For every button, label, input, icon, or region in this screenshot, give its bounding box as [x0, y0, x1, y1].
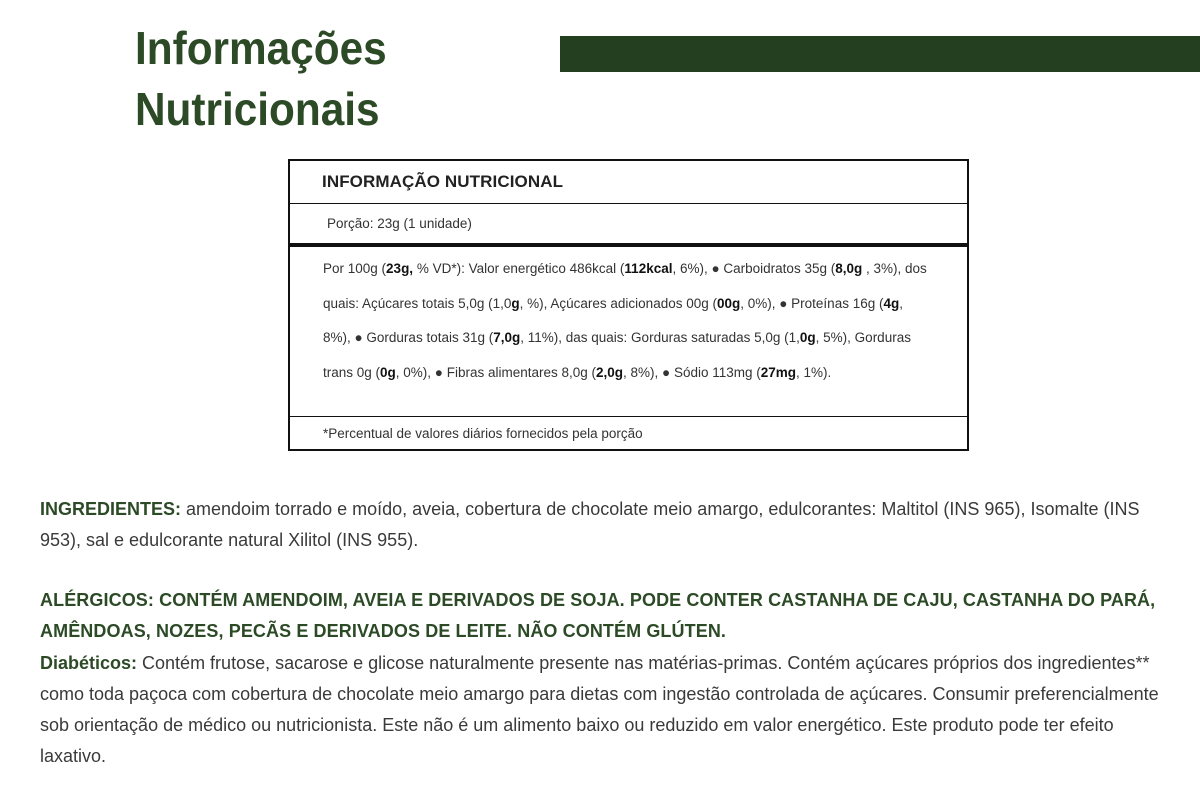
- nutrition-table-heading: INFORMAÇÃO NUTRICIONAL: [290, 161, 967, 204]
- nutrition-text-segment: , 1%).: [796, 364, 832, 380]
- title-line-2: Nutricionais: [135, 83, 380, 135]
- nutrition-text-segment: , %), Açúcares adicionados 00g (: [519, 295, 717, 311]
- nutrition-text-segment: % VD*): Valor energético 486kcal (: [413, 261, 625, 276]
- ingredients-label: INGREDIENTES:: [40, 499, 182, 519]
- nutrition-text-segment: , 11%), das quais: Gorduras saturadas 5,0g (1,: [520, 330, 800, 345]
- nutrition-text-segment: 23g,: [386, 261, 414, 276]
- nutrition-text-segment: 2,0g: [596, 364, 624, 380]
- nutrition-text-segment: , 0%), ● Proteínas 16g (: [740, 295, 884, 311]
- diabetics-label: Diabéticos:: [40, 653, 138, 673]
- nutrition-portion: Porção: 23g (1 unidade): [290, 204, 967, 247]
- diabetics-paragraph: [40, 648, 1160, 772]
- nutrition-facts-table: [288, 159, 969, 451]
- nutrition-text-segment: Por 100g (: [323, 261, 387, 276]
- nutrition-values-text: [290, 247, 967, 417]
- nutrition-text-segment: 8,0g: [835, 261, 863, 276]
- title-line-1: Informações: [135, 22, 387, 74]
- nutrition-text-segment: , 0%), ● Fibras alimentares 8,0g (: [395, 364, 597, 380]
- nutrition-text-segment: , 8%), ● Gorduras totais 31g (: [323, 295, 904, 345]
- nutrition-text-segment: 00g: [716, 295, 741, 311]
- nutrition-text-segment: , 8%), ● Sódio 113mg (: [623, 364, 761, 380]
- nutrition-text-segment: 27mg: [760, 364, 797, 380]
- nutrition-text-segment: , 5%), Gorduras trans 0g (: [323, 330, 911, 380]
- nutrition-text-segment: , 6%), ● Carboidratos 35g (: [672, 261, 836, 276]
- allergens-warning: ALÉRGICOS: CONTÉM AMENDOIM, AVEIA E DERIVADOS DE SOJA. PODE CONTER CASTANHA DE CAJU, CASTANHA DO PARÁ, AMÊNDOAS, NOZES, PECÃS E DERIVADOS DE LEITE. NÃO CONTÉM GLÚTEN.: [40, 590, 1156, 641]
- nutrition-text-segment: 7,0g: [493, 330, 521, 345]
- nutrition-text-segment: 0g: [380, 364, 396, 380]
- nutrition-text-segment: 112kcal: [624, 261, 673, 276]
- ingredients-paragraph: [40, 494, 1160, 556]
- page-title: [135, 18, 387, 140]
- nutrition-text-segment: , 3%), dos quais: Açúcares totais 5,0g (1,0: [323, 261, 927, 311]
- nutrition-text-segment: 4g: [883, 295, 900, 311]
- ingredients-text: amendoim torrado e moído, aveia, cobertura de chocolate meio amargo, edulcorantes: Maltitol (INS 965), Isomalte (INS 953), sal e edulcorante natural Xilitol (INS 955).: [40, 499, 1140, 550]
- nutrition-footnote: *Percentual de valores diários fornecidos pela porção: [323, 425, 643, 441]
- diabetics-text: Contém frutose, sacarose e glicose naturalmente presente nas matérias-primas. Contém açúcares próprios dos ingredientes** como toda paçoca com cobertura de chocolate meio amargo para dietas com ingestão controlada de açúcares. Consumir preferencialmente sob orientação de médico ou nutricionista. Este não é um alimento baixo ou reduzido em valor energético. Este produto pode ter efeito laxativo.: [40, 653, 1159, 766]
- nutrition-text-segment: 0g: [799, 330, 816, 345]
- nutrition-text-segment: g: [511, 295, 520, 311]
- header-accent-bar: [560, 36, 1200, 72]
